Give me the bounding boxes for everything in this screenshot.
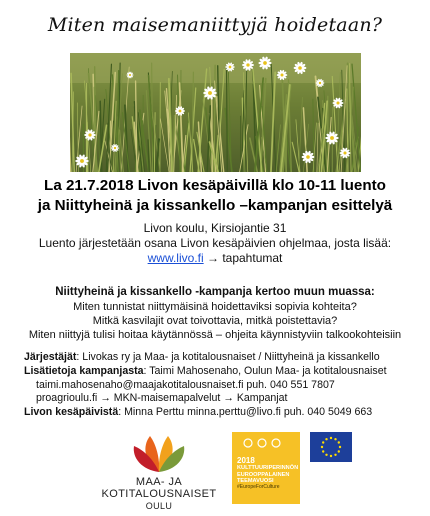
eu-star — [322, 441, 324, 443]
logo-text-2: KOTITALOUSNAISET — [101, 488, 217, 500]
headline-line-2: ja Niittyheinä ja kissankello –kampanjan esittelyä — [37, 197, 393, 214]
meadow-photo — [70, 53, 361, 172]
campaign-info-line — [24, 365, 428, 379]
campaign-line: Mitkä kasvilajit ovat toivottavia, mitkä poistettavia? — [92, 315, 338, 327]
eu-star — [339, 446, 341, 448]
eu-star — [338, 450, 340, 452]
proagria-link[interactable]: proagrioulu.fi — [36, 392, 98, 405]
campaign-section — [0, 285, 430, 342]
eu-star — [330, 437, 332, 439]
logo-text-1: MAA- JA — [135, 476, 183, 488]
eu-star — [325, 438, 327, 440]
campaign-line: Miten niittyjä tulisi hoitaa käytännössä – ohjeita käynnistyviin talkookohteisiin — [28, 329, 402, 341]
heritage-hashtag: #EuropeForCulture — [237, 484, 280, 490]
campaign-info-label: Lisätietoja kampanjasta — [24, 364, 144, 377]
eu-star — [338, 441, 340, 443]
organizers-label: Järjestäjät — [24, 351, 77, 363]
heritage-year: 2018 — [237, 456, 255, 465]
maa-ja-kotitalousnaiset-logo — [94, 432, 224, 512]
logo-text-3: OULU — [145, 501, 173, 511]
kampanjat-text: Kampanjat — [236, 392, 288, 405]
heritage-text — [237, 456, 297, 485]
heritage-line-3: EUROOPPALAINEN — [237, 471, 290, 478]
heritage-line-4: TEEMAVUOSI — [237, 478, 274, 485]
heritage-ornament-icon — [232, 432, 300, 454]
eu-star — [321, 446, 323, 448]
eu-stars — [310, 432, 352, 462]
program-line: Luento järjestetään osana Livon kesäpäivien ohjelmaa, josta lisää: — [38, 236, 392, 250]
eu-star — [322, 450, 324, 452]
event-info — [0, 221, 430, 266]
proagria-line — [24, 392, 428, 406]
livo-label: Livon kesäpäivistä — [24, 406, 119, 419]
headline-line-1: La 21.7.2018 Livon kesäpäivillä klo 10-11 luento — [44, 177, 386, 194]
eu-star — [325, 454, 327, 456]
grass-blade — [212, 96, 213, 172]
campaign-heading: Niittyheinä ja kissankello -kampanja kertoo muun muassa: — [55, 286, 375, 298]
livo-contact-line — [24, 406, 428, 420]
venue-line: Livon koulu, Kirsiojantie 31 — [143, 221, 287, 235]
arrow-right-icon: → — [223, 392, 234, 405]
campaign-info-value: : Taimi Mahosenaho, Oulun Maa- ja kotitalousnaiset — [143, 364, 387, 377]
contacts — [24, 351, 428, 420]
campaign-email-line: taimi.mahosenaho@maajakotitalousnaiset.fi puh. 040 551 7807 — [36, 378, 335, 391]
eu-star — [330, 455, 332, 457]
eu-star — [334, 454, 336, 456]
event-headline — [0, 176, 430, 216]
grass-blade — [227, 67, 228, 172]
flower-logo-icon — [94, 432, 224, 476]
arrow-right-icon: → — [100, 392, 111, 405]
arrow-right-icon: → — [206, 251, 219, 265]
heritage-year-logo — [232, 432, 300, 504]
organizers-line — [24, 351, 428, 365]
livo-link[interactable]: www.livo.fi — [147, 251, 204, 265]
link-suffix: tapahtumat — [222, 251, 283, 265]
meadow-photo-image — [70, 53, 361, 172]
mkn-text: MKN-maisemapalvelut — [113, 392, 221, 405]
link-line — [0, 251, 430, 266]
eu-star — [334, 438, 336, 440]
eu-flag-icon — [310, 432, 352, 462]
poster-title: Miten maisemaniittyjä hoidetaan? — [47, 14, 383, 36]
livo-value: : Minna Perttu minna.perttu@livo.fi puh. 040 5049 663 — [118, 406, 373, 419]
campaign-line: Miten tunnistat niittymäisinä hoidettaviksi sopivia kohteita? — [73, 301, 357, 313]
organizers-value: : Livokas ry ja Maa- ja kotitalousnaiset / Niittyheinä ja kissankello — [76, 351, 380, 363]
heritage-line-2: KULTTUURIPERINNÖN — [237, 465, 299, 471]
